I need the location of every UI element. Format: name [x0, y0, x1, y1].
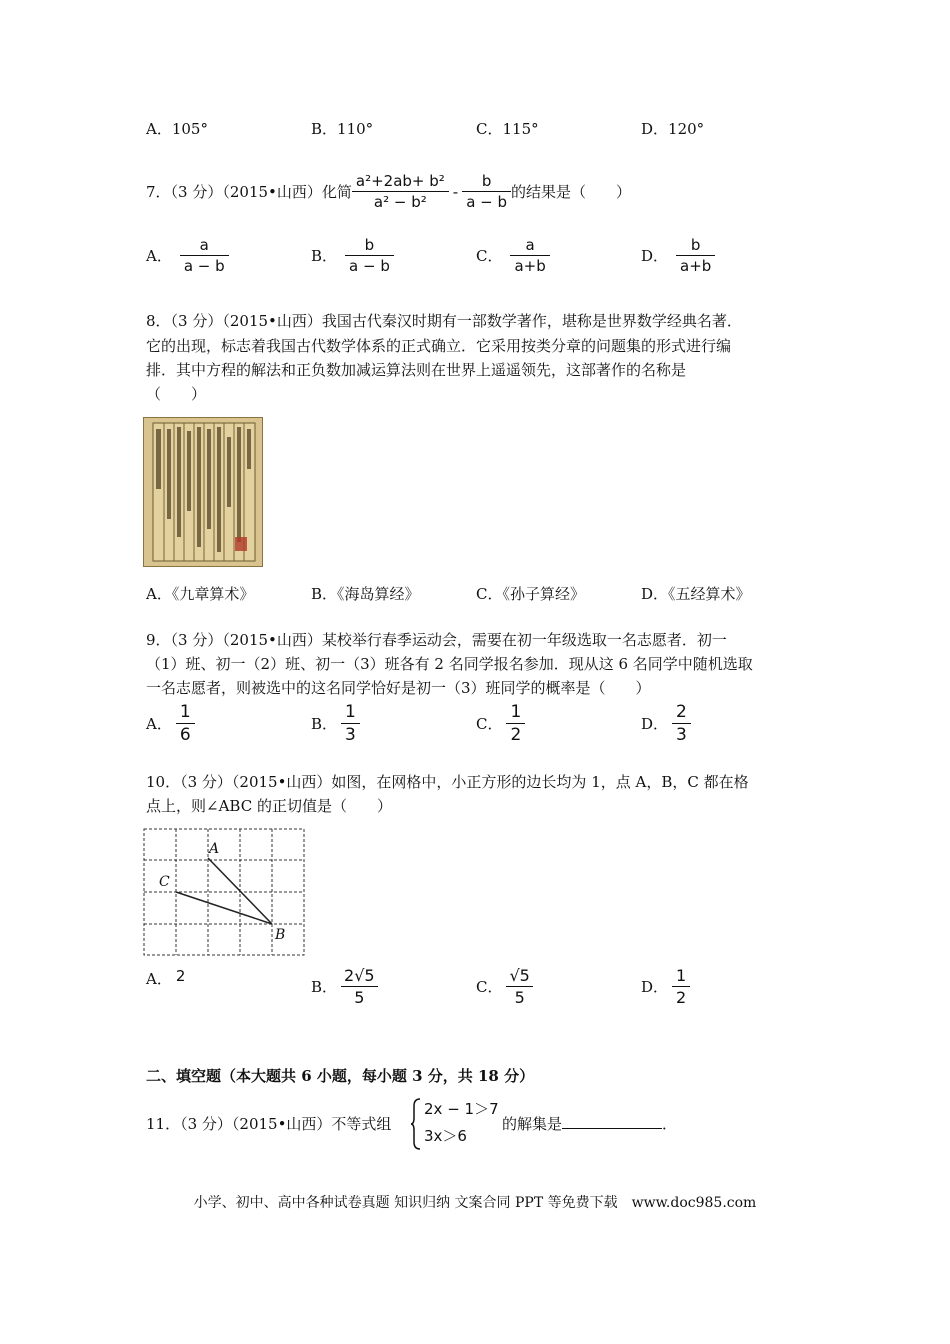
footer-text: 小学、初中、高中各种试卷真题 知识归纳 文案合同 PPT 等免费下载 www.doc985.com: [193, 1195, 757, 1211]
q7-prefix: 7．（3 分）（2015•山西）化简: [146, 183, 352, 201]
q7-suffix: 的结果是（ ）: [511, 183, 632, 201]
segment-cb: [176, 892, 272, 924]
q10-option-c: C． $\frac{√5}{5}$: [476, 966, 533, 1007]
point-b-label: B: [275, 927, 286, 943]
q7-option-d: D． $\frac{b}{a+b}$: [641, 236, 715, 275]
q9-line-1: 9．（3 分）（2015•山西）某校举行春季运动会，需要在初一年级选取一名志愿者．初一: [146, 631, 727, 649]
q10-option-a: A． 2: [146, 967, 186, 988]
q11-end: ．: [662, 1115, 678, 1133]
q9-line-3: 一名志愿者，则被选中的这名同学恰好是初一（3）班同学的概率是（ ）: [146, 679, 651, 697]
q8-line-2: 它的出现，标志着我国古代数学体系的正式确立．它采用按类分章的问题集的形式进行编: [146, 337, 732, 355]
q7-option-a: A． $\frac{a}{a - b}$: [146, 236, 229, 275]
grid-figure: [143, 828, 307, 958]
section-2-title: 二、填空题（本大题共 6 小题，每小题 3 分，共 18 分）: [146, 1067, 535, 1085]
point-a-label: A: [209, 841, 220, 857]
q8-option-b: B．《海岛算经》: [311, 585, 420, 603]
ancient-book-image: [143, 417, 263, 567]
q9-option-a: A． $\frac{1}{6}$: [146, 702, 195, 745]
q8-line-1: 8．（3 分）（2015•山西）我国古代秦汉时期有一部数学著作，堪称是世界数学经典名著．: [146, 312, 742, 330]
q7-fraction-2: $\frac{b}{a - b}$: [462, 172, 511, 211]
q11-prefix: 11．（3 分）（2015•山西）不等式组: [146, 1115, 392, 1133]
q8-option-c: C．《孙子算经》: [476, 585, 585, 603]
q10-option-b: B． $\frac{2√5}{5}$: [311, 966, 378, 1007]
q8-line-4: （ ）: [146, 385, 207, 403]
q6-option-c: C．115°: [476, 120, 539, 138]
q9-line-2: （1）班、初一（2）班、初一（3）班各有 2 名同学报名参加．现从这 6 名同学中随机选取: [146, 655, 753, 673]
q8-line-3: 排．其中方程的解法和正负数加减运算法则在世界上遥遥领先，这部著作的名称是: [146, 361, 687, 379]
q11-answer-blank: [562, 1114, 662, 1129]
q6-option-a: A．105°: [146, 120, 208, 138]
q10-line-1: 10．（3 分）（2015•山西）如图，在网格中，小正方形的边长均为 1，点 A，B，C 都在格: [146, 773, 749, 791]
q8-option-a: A．《九章算术》: [146, 585, 255, 603]
q7-option-c: C． $\frac{a}{a+b}$: [476, 236, 550, 275]
q7-stem: [146, 172, 631, 211]
q7-minus: -: [452, 182, 459, 201]
q8-option-d: D．《五经算术》: [641, 585, 751, 603]
q6-option-b: B．110°: [311, 120, 374, 138]
q11-suffix: 的解集是: [502, 1115, 563, 1133]
point-c-label: C: [159, 874, 170, 890]
q9-option-d: D． $\frac{2}{3}$: [641, 702, 691, 745]
q9-option-c: C． $\frac{1}{2}$: [476, 702, 525, 745]
q10-option-d: D． $\frac{1}{2}$: [641, 966, 690, 1007]
q11-inequality-1: 2x − 1＞7: [424, 1100, 499, 1118]
q10-line-2: 点上，则∠ABC 的正切值是（ ）: [146, 797, 392, 815]
q7-option-b: B． $\frac{b}{a - b}$: [311, 236, 394, 275]
q9-option-b: B． $\frac{1}{3}$: [311, 702, 360, 745]
q6-option-d: D．120°: [641, 120, 705, 138]
q11-inequality-2: 3x＞6: [424, 1127, 467, 1145]
brace-icon: [410, 1098, 422, 1150]
q7-fraction-1: $\frac{\text{a²+2ab+ b²}}{\text{a² − b²}}$: [352, 172, 449, 211]
